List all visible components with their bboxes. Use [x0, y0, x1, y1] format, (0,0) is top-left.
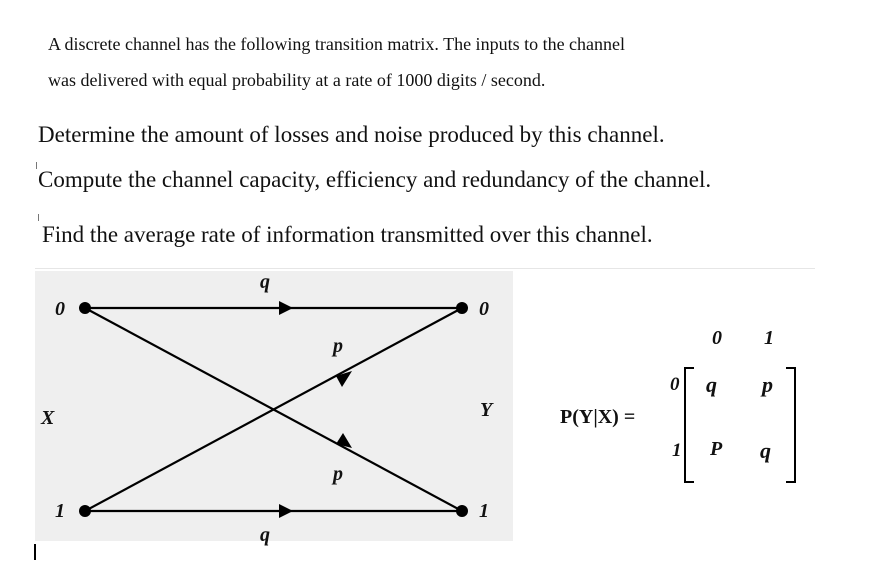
transition-matrix [560, 320, 820, 500]
channel-diagram-graphic [35, 271, 513, 541]
input-symbol-0: 0 [55, 298, 65, 320]
problem-text-line-2: was delivered with equal probability at a rate of 1000 digits / second. [48, 70, 546, 90]
output-symbol-1: 1 [479, 500, 489, 522]
left-bracket [685, 368, 694, 482]
arrow-cross-down [336, 433, 352, 448]
question-2: Compute the channel capacity, efficiency and redundancy of the channel. [38, 167, 712, 192]
matrix-cell-0-1: p [762, 372, 773, 397]
separator [35, 268, 815, 269]
matrix-cell-1-1: q [760, 438, 771, 463]
edge-label-bottom: q [260, 524, 270, 546]
output-symbol-0: 0 [479, 298, 489, 320]
col-header-0: 0 [712, 327, 722, 349]
matrix-cell-1-0: P [710, 438, 723, 460]
problem-text-line-1: A discrete channel has the following transition matrix. The inputs to the channel [48, 34, 626, 54]
matrix-lhs: P(Y|X) = [560, 406, 636, 428]
question-3: Find the average rate of information transmitted over this channel. [42, 222, 653, 247]
arrow-bottom [279, 504, 293, 518]
input-node-0 [79, 302, 91, 314]
input-node-1 [79, 505, 91, 517]
right-bracket [786, 368, 795, 482]
text-cursor-mark [38, 214, 39, 221]
output-label-y: Y [480, 399, 493, 421]
text-cursor-mark [36, 162, 37, 169]
matrix-cell-0-0: q [706, 372, 717, 397]
matrix-brackets [560, 320, 820, 500]
edge-label-cross-upper: p [333, 335, 343, 357]
input-symbol-1: 1 [55, 500, 65, 522]
row-header-1: 1 [672, 440, 682, 461]
channel-diagram [35, 271, 513, 546]
input-label-x: X [41, 407, 55, 429]
text-cursor [34, 544, 36, 560]
col-header-1: 1 [764, 327, 774, 349]
edge-label-top: q [260, 271, 270, 293]
output-node-0 [456, 302, 468, 314]
edge-label-cross-lower: p [333, 463, 343, 485]
output-node-1 [456, 505, 468, 517]
arrow-top [279, 301, 293, 315]
question-1: Determine the amount of losses and noise produced by this channel. [38, 122, 665, 147]
row-header-0: 0 [670, 374, 680, 395]
